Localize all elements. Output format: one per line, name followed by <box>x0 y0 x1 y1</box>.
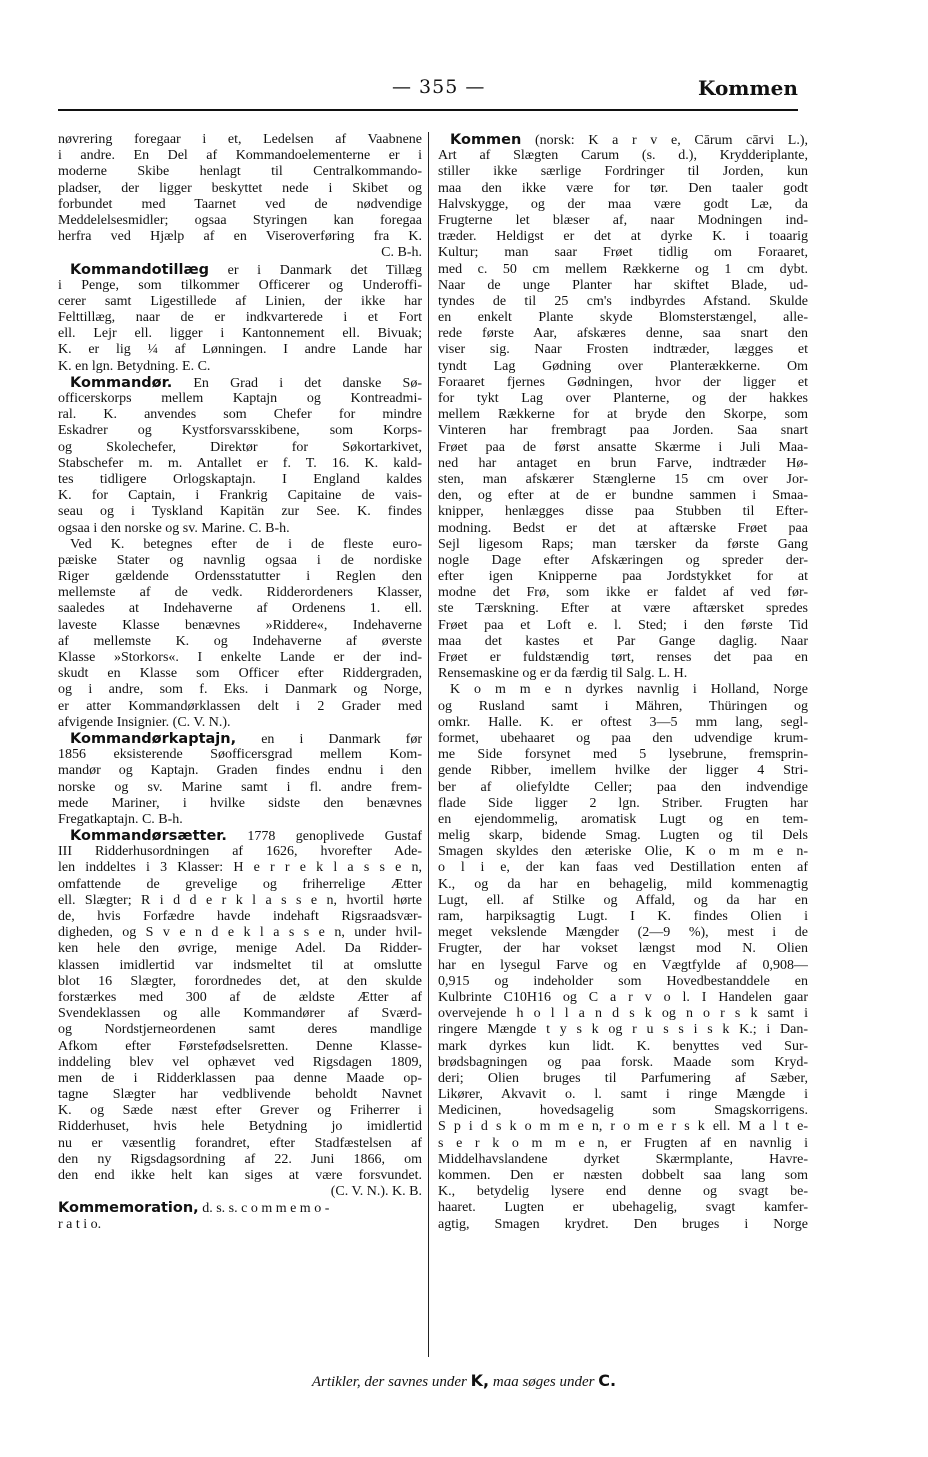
text-line: afvigende Insignier. (C. V. N.). <box>58 714 231 730</box>
text-line: inddeling blev vel ophævet ved Rigsdagen 1809, <box>58 1054 422 1070</box>
text-line: mandør og Kaptajn. Graden findes endnu i den <box>58 763 422 779</box>
text-line: Vinteren har frembragt paa Jorden. Saa snart <box>438 423 808 439</box>
text-line: træder. Heldigst er det at dyrke K. i toaarig <box>438 229 808 245</box>
text-line: deri; Olien bruges til Parfumering af Sæber, <box>438 1070 808 1086</box>
text-line: knipper, henlægges disse paa Stubben til Efter- <box>438 504 808 520</box>
headword: Kommemoration, <box>58 1200 199 1217</box>
text-line: cerer samt Ligestillede af Linien, der ikke har <box>58 293 422 309</box>
text-line: officerskorps mellem Kaptajn og Kontreadmi- <box>58 391 422 406</box>
text-line: stiller ikke særlige Fordringer til Jorden, kun <box>438 164 808 180</box>
text-line: digheden, og S v e n d e k l a s s e n, under hvil- <box>58 925 422 941</box>
footer-letter-a: K, <box>470 1371 490 1390</box>
headword: Kommandotillæg <box>70 261 210 278</box>
headword: Kommen <box>450 132 522 148</box>
text-line: len inddeltes i 3 Klasser: H e r r e k l a s s e n, <box>58 860 422 876</box>
text-line: ken hele den øvrige, menige Adel. Da Ridder- <box>58 941 422 957</box>
text-line: s e r k o m m e n, er Frugten af en navnlig i <box>438 1135 808 1151</box>
text-line: mark dyrkes kun lidt. K. benyttes ved Sur- <box>438 1038 808 1054</box>
text-line: skudt en Klasse som Officer efter Riddergraden, <box>58 666 422 682</box>
text-line: Svendeklassen og alle Kommandører af Sværd- <box>58 1006 422 1022</box>
text-line: nu er væsentlig forandret, efter Stadfæstelsen af <box>58 1135 422 1151</box>
text-line: K o m m e n dyrkes navnlig i Holland, Norge <box>450 682 808 698</box>
text-line: Kommandørkaptajn, en i Danmark før <box>70 730 422 747</box>
text-line: Frøet paa et Loft e. l. Sted; i den første Tid <box>438 617 808 633</box>
text-line: den end ikke helt kan siges at være forsvundet. <box>58 1168 422 1183</box>
text-line: (C. V. N.). K. B. <box>330 1184 422 1200</box>
headword: Kommandør. <box>70 374 173 391</box>
page-number: — 355 — <box>392 76 486 98</box>
text-line: ste Tærskning. Efter at være aftærsket spredes <box>438 601 808 617</box>
text-line: tyndt Lag Gødning over Planterækkerne. Om <box>438 358 808 374</box>
text-line: saaledes at Indehaverne af Ordenens 1. ell. <box>58 601 422 617</box>
column-divider <box>428 132 429 1357</box>
text-line: modning. Bedst er det at aftærske Frøet paa <box>438 520 808 536</box>
text-line: og Nordstjerneordenen samt deres mandlige <box>58 1022 422 1038</box>
text-line: Kommandotillæg er i Danmark det Tillæg <box>70 261 422 278</box>
text-line: nøvrering foregaar i et, Ledelsen af Vaabnene <box>58 132 422 147</box>
left-column <box>58 132 422 1233</box>
running-title: Kommen <box>698 76 798 100</box>
text-line: tyndes de til 25 cm's indbyrdes Afstand. Skulde <box>438 293 808 309</box>
text-line: Ridderhuset, hvis hele Betydning jo imidlertid <box>58 1119 422 1135</box>
text-line: r a t i o. <box>58 1216 102 1232</box>
text-line: viser sig. Naar Frosten indtræder, lægges et <box>438 342 808 358</box>
text-line: Rensemaskine og er da færdig til Salg. L. H. <box>438 666 688 682</box>
text-line: meget vekslende Mængder (2—9 %), mest i de <box>438 925 808 941</box>
text-line: Lugt, ell. af Stilke og Affald, og da har en <box>438 892 808 908</box>
text-line: Foraaret fjernes Gødningen, hvor der ligger et <box>438 374 808 390</box>
text-line: i Penge, som tilkommer Officerer og Underoffi- <box>58 277 422 293</box>
text-line: 0,915 og indeholder som Hovedbestanddele en <box>438 973 808 989</box>
text-line: ber af oliefyldte Celler; paa den indvendige <box>438 779 808 795</box>
text-line: og Rusland samt i Mähren, Thüringen og <box>438 698 808 714</box>
header-rule <box>58 109 798 111</box>
footer-note <box>0 1371 928 1391</box>
text-line: mellem Rækkerne for at bryde den Skorpe, som <box>438 407 808 423</box>
text-line: Fregatkaptajn. C. B-h. <box>58 811 183 827</box>
text-line: den ny Rigsdagsordning af 22. Juni 1866, om <box>58 1151 422 1167</box>
text-line: tagne Slægter har vedblivende beholdt Navnet <box>58 1087 422 1103</box>
text-line: Afkom efter Førstefødselsretten. Denne Klasse- <box>58 1038 422 1054</box>
text-line: en ejendommelig, aromatisk Lugt og en tem- <box>438 811 808 827</box>
footer-text-b: maa søges under <box>492 1374 595 1390</box>
text-line: pladser, der ligger beskyttet nede i Skibet og <box>58 180 422 196</box>
text-line: er atter Kommandørklassen delt i 2 Grader med <box>58 698 422 714</box>
text-line: kommen. Den er næsten dobbelt saa lang som <box>438 1168 808 1183</box>
text-line: Meddelelsesmidler; ogsaa Styringen kan foregaa <box>58 212 422 228</box>
text-line: Kultur; man saar Frøet tidlig om Foraaret, <box>438 245 808 261</box>
text-line: en enkelt Plante skyde Blomsterstængel, alle- <box>438 310 808 326</box>
text-line: 1856 eksisterende Søofficersgrad mellem Kom- <box>58 747 422 763</box>
text-line: melig skarp, bidende Smag. Lugten og til Dels <box>438 828 808 844</box>
text-line: overvejende h o l l a n d s k og n o r s k samt i <box>438 1006 808 1022</box>
text-line: K. er lig ¼ af Lønningen. I andre Lande har <box>58 342 422 358</box>
text-line: pæiske Stater og navnlig ogsaa i de nordiske <box>58 552 422 568</box>
text-line: laveste Klasse benævnes »Riddere«, Indehaverne <box>58 617 422 633</box>
text-line: Medicinen, hovedsagelig som Smagskorrigens. <box>438 1103 808 1119</box>
text-line: herfra ved Hjælp af en Viseroverføring fra K. <box>58 229 422 245</box>
text-line: agtig, Smagen krydret. Den bruges i Norge <box>438 1216 808 1232</box>
right-column <box>438 132 808 1233</box>
text-line: ell. Slægter; R i d d e r k l a s s e n, hvortil hørte <box>58 892 422 908</box>
text-line: den, og efter at de er bundne sammen i Smaa- <box>438 488 808 504</box>
text-line: Frøet paa de først ansatte Skærme i Juli Maa- <box>438 439 808 455</box>
text-line: men de i Ridderklassen paa denne Maade op- <box>58 1070 422 1086</box>
text-line: maa den ikke være for tør. Den taaler godt <box>438 180 808 196</box>
text-line: mellemste af de vedk. Ridderordeners Klasser, <box>58 585 422 601</box>
text-line: flade Side ligger 2 lgn. Striber. Frugten har <box>438 795 808 811</box>
text-line: o l i e, der kan faas ved Destillation enten af <box>438 860 808 876</box>
text-line: med c. 50 cm mellem Rækkerne og 1 cm dybt. <box>438 261 808 277</box>
text-line: K., betydelig lysere end denne og svagt be- <box>438 1184 808 1200</box>
text-line: Frugter, der har vokset længst mod N. Olien <box>438 941 808 957</box>
text-line: i andre. En Del af Kommandoelementerne er i <box>58 148 422 164</box>
text-line: og i andre, som f. Eks. i Danmark og Norge, <box>58 682 422 698</box>
text-line: omkr. Halle. K. er oftest 3—5 mm lang, segl- <box>438 714 808 730</box>
text-line: nogle Dage efter Afskæringen og spreder der- <box>438 552 808 568</box>
text-line: Kulbrinte C10H16 og C a r v o l. I Handelen gaar <box>438 989 808 1005</box>
text-line: brødsbagningen og paa forsk. Maade som Kryd- <box>438 1054 808 1070</box>
text-line: Middelhavslandene dyrket Skærmplante, Havre- <box>438 1151 808 1167</box>
text-line: efter igen Knipperne paa Jordstykket for at <box>438 569 808 585</box>
text-line: Smagen skyldes den æteriske Olie, K o m m e n- <box>438 844 808 860</box>
text-line: tes tidligere Orlogskaptajn. I England kaldes <box>58 471 422 487</box>
text-line: K., og da har en behagelig, mild kommenagtig <box>438 876 808 892</box>
text-line: haaret. Lugten er ubehagelig, svagt kamfer- <box>438 1200 808 1216</box>
text-line: klassen imidlertid var indsmeltet til at omslutte <box>58 957 422 973</box>
text-line: ned har antaget en brun Farve, indtræder Hø- <box>438 455 808 471</box>
text-line: forbundet med Taarnet ved de nødvendige <box>58 196 422 212</box>
text-line: seau og i Tyskland Kapitän zur See. K. findes <box>58 504 422 520</box>
text-line: ogsaa i den norske og sv. Marine. C. B-h. <box>58 520 290 536</box>
footer-letter-b: C. <box>598 1371 617 1390</box>
text-line: Kommemoration, d. s. s. c o m m e m o - <box>58 1200 330 1217</box>
text-line: ram, harpiksagtig Lugt. I K. findes Olien i <box>438 909 808 924</box>
text-line: maa det kastes et Par Gange daglig. Naar <box>438 633 808 649</box>
text-line: Kommandørsætter. 1778 genoplivede Gustaf <box>70 828 422 845</box>
text-line: formet, ubehaaret og paa den udvendige krum- <box>438 730 808 746</box>
text-line: Kommandør. En Grad i det danske Sø- <box>70 374 422 391</box>
text-line: K. en lgn. Betydning. E. C. <box>58 358 211 374</box>
text-line: ell. Lejr ell. ligger i Kantonnement ell. Bivuak; <box>58 326 422 342</box>
text-line: har en lysegul Farve og en Vægtfylde af 0,908— <box>438 957 808 973</box>
text-line: Frugterne let blæser af, naar Modningen ind- <box>438 212 808 228</box>
text-line: gende Ribber, imellem hvilke der ligger 4 Stri- <box>438 763 808 779</box>
text-line: me Side forsynet med 5 lysebrune, fremsprin- <box>438 747 808 763</box>
text-line: Sejl ligesom Raps; man tærsker da første Gang <box>438 536 808 552</box>
headword: Kommandørsætter. <box>70 828 227 845</box>
text-line: Felttillæg, naar de er indkvarterede i et Fort <box>58 310 422 326</box>
text-line: Stabschefer m. m. Antallet er f. T. 16. K. kald- <box>58 455 422 471</box>
text-line: Likører, Akvavit o. l. samt i ringe Mængde i <box>438 1087 808 1103</box>
text-line: for tykt Lag over Planterne, og der hakkes <box>438 391 808 406</box>
text-line: K. og Sæde næst efter Grever og Friherrer i <box>58 1103 422 1119</box>
text-line: Halvskygge, og der maa være godt Læ, da <box>438 196 808 212</box>
text-line: mede Mariner, i hvilke sidste den benævnes <box>58 795 422 811</box>
text-line: III Ridderhusordningen af 1626, hvorefter Ade- <box>58 844 422 860</box>
text-line: og Skolechefer, Direktør for Søkortarkivet, <box>58 439 422 455</box>
text-line: Riger gældende Ordensstatutter i Reglen den <box>58 569 422 585</box>
text-line: modne det Frø, som ikke er faldet af ved før- <box>438 585 808 601</box>
text-line: K. for Captain, i Frankrig Capitaine de vais- <box>58 488 422 504</box>
text-line: ringere Mængde t y s k og r u s s i s k K.; i Dan- <box>438 1022 808 1038</box>
text-line: Ved K. betegnes efter de i de fleste euro- <box>70 536 422 552</box>
text-line: omfattende de grevelige og friherrelige Ætter <box>58 876 422 892</box>
text-line: norske og sv. Marine samt i fl. andre frem- <box>58 779 422 795</box>
text-line: S p i d s k o m m e n, r o m e r s k ell. M a l t e- <box>438 1119 808 1135</box>
text-line: Kommen (norsk: K a r v e, Cārum cārvi L.), <box>450 132 808 148</box>
text-line: Art af Slægten Carum (s. d.), Krydderiplante, <box>438 148 808 164</box>
footer-text-a: Artikler, der savnes under <box>311 1374 467 1390</box>
text-line: moderne Skibe henlagt til Centralkommando- <box>58 164 422 180</box>
text-line: Eskadrer og Kystforsvarsskibene, som Korps- <box>58 423 422 439</box>
text-line: C. B-h. <box>381 245 422 261</box>
headword: Kommandørkaptajn, <box>70 730 237 747</box>
text-line: Frøet er fuldstændig tørt, renses det paa en <box>438 650 808 665</box>
text-line: Naar de unge Planter har skiftet Blade, ud- <box>438 277 808 293</box>
text-line: Klasse »Storkors«. I enkelte Lande er der ind- <box>58 650 422 665</box>
text-line: af mellemste K. og Indehaverne af øverste <box>58 633 422 649</box>
text-line: ral. K. anvendes som Chefer for mindre <box>58 407 422 423</box>
text-line: blot 16 Slægter, forordnedes det, at den skulde <box>58 973 422 989</box>
text-line: forstærkes med 300 af de ældste Ætter af <box>58 989 422 1005</box>
text-line: rede første Aar, afskæres denne, saa snart den <box>438 326 808 342</box>
text-line: sten, man afskærer Stænglerne 15 cm over Jor- <box>438 471 808 487</box>
text-line: de, hvis Forfædre havde indehaft Rigsraadsvær- <box>58 909 422 924</box>
